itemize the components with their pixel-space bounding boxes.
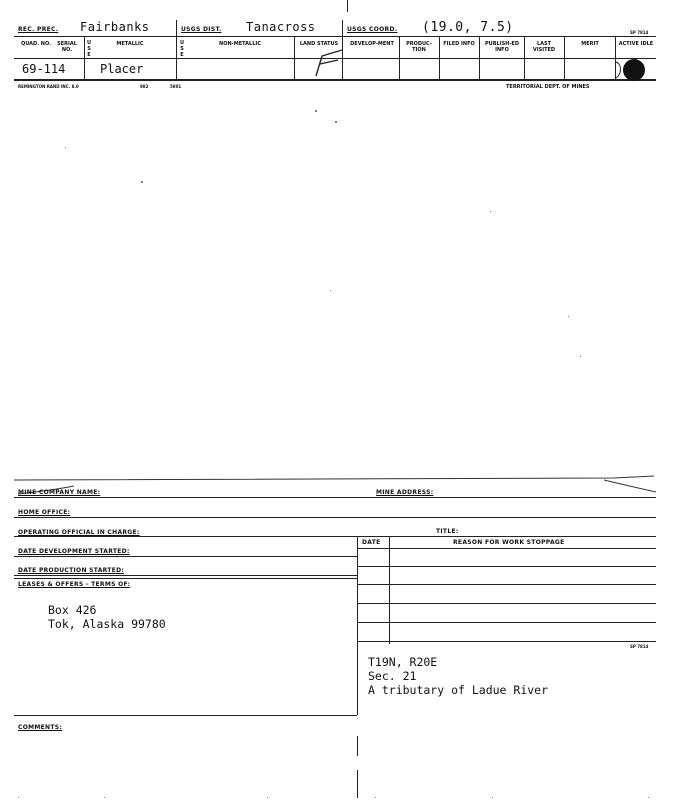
col-merit: MERIT <box>581 41 599 47</box>
form-code-top: SP 7814 <box>630 30 649 35</box>
table-rule <box>357 584 656 585</box>
speck <box>330 290 331 291</box>
metallic-value: Placer <box>100 62 144 76</box>
speck <box>104 797 105 798</box>
divider <box>564 37 565 79</box>
divider <box>357 770 358 798</box>
comments-label: COMMENTS: <box>18 724 63 731</box>
divider <box>294 37 295 79</box>
address-line-1: Box 426 <box>48 603 97 617</box>
rec-prec-label: REC. PREC. <box>18 26 59 33</box>
divider <box>176 20 177 79</box>
location-line-3: A tributary of Ladue River <box>368 683 549 697</box>
printer-imprint: REMINGTON RAND INC. 8.0 <box>18 84 79 89</box>
usgs-coord-value: (19.0, 7.5) <box>422 20 514 35</box>
active-indicator-dot <box>608 58 648 84</box>
col-published-info: PUBLISH-ED INFO <box>484 41 519 53</box>
col-use-left: U S E <box>86 40 92 58</box>
speck <box>267 797 268 798</box>
rule <box>14 556 357 557</box>
divider <box>357 736 358 756</box>
print-code-1: 982 <box>140 84 149 89</box>
reason-col-header: REASON FOR WORK STOPPAGE <box>453 539 565 546</box>
torn-edge-rule <box>14 472 659 498</box>
title-label: TITLE: <box>436 528 459 535</box>
divider <box>439 37 440 79</box>
rule <box>14 575 357 576</box>
divider <box>84 37 85 79</box>
table-rule <box>357 566 656 567</box>
date-column-divider <box>389 536 390 644</box>
speck <box>65 147 66 148</box>
divider <box>479 37 480 79</box>
rule <box>14 536 656 537</box>
col-development: DEVELOP-MENT <box>350 41 394 47</box>
col-land-status: LAND STATUS <box>299 41 339 47</box>
home-office-label: HOME OFFICE: <box>18 509 71 516</box>
speck <box>335 121 337 123</box>
mine-address-label: MINE ADDRESS: <box>376 489 434 496</box>
col-production: PRODUC-TION <box>406 41 432 53</box>
col-active-idle: ACTIVE IDLE <box>618 41 654 47</box>
date-col-header: DATE <box>362 539 381 546</box>
table-rule <box>357 548 656 549</box>
col-last-visited: LAST VISITED <box>532 41 556 53</box>
col-metallic: METALLIC <box>116 41 144 47</box>
land-status-checkmark <box>310 46 350 80</box>
leases-label: LEASES & OFFERS - TERMS OF: <box>18 581 131 588</box>
divider <box>357 644 358 715</box>
divider <box>399 37 400 79</box>
rule <box>14 715 357 716</box>
date-development-label: DATE DEVELOPMENT STARTED: <box>18 548 130 555</box>
speck <box>492 797 493 798</box>
quad-serial-value: 69-114 <box>22 62 66 76</box>
punch-mark <box>347 0 348 12</box>
speck <box>490 211 491 212</box>
col-use-right: U S E <box>179 40 185 58</box>
top-rule <box>14 36 656 37</box>
speck <box>568 316 569 317</box>
rule <box>14 578 357 579</box>
table-rule <box>357 603 656 604</box>
print-code-2: 5801 <box>170 84 182 89</box>
col-non-metallic: NON-METALLIC <box>219 41 261 47</box>
table-left-border <box>357 536 358 644</box>
speck <box>18 797 19 798</box>
date-production-label: DATE PRODUCTION STARTED: <box>18 567 125 574</box>
usgs-dist-label: USGS DIST. <box>181 26 222 33</box>
col-filed-info: FILED INFO <box>443 41 475 47</box>
col-serial-no: SERIAL NO. <box>57 41 77 53</box>
rec-prec-value: Fairbanks <box>80 20 150 34</box>
address-line-2: Tok, Alaska 99780 <box>48 617 166 631</box>
speck <box>648 797 649 798</box>
form-code-bottom: SP 7814 <box>630 644 649 649</box>
speck <box>375 797 376 798</box>
speck <box>580 356 581 357</box>
operating-official-label: OPERATING OFFICIAL IN CHARGE: <box>18 529 140 536</box>
rule <box>14 497 656 498</box>
table-rule <box>357 641 656 642</box>
speck <box>315 110 317 112</box>
table-rule <box>357 622 656 623</box>
usgs-dist-value: Tanacross <box>246 20 316 34</box>
rule <box>14 517 656 518</box>
speck <box>141 181 143 183</box>
mine-company-label: MINE COMPANY NAME: <box>18 489 101 496</box>
usgs-coord-label: USGS COORD. <box>347 26 398 33</box>
col-quad-no: QUAD. NO. <box>20 41 52 47</box>
location-line-2: Sec. 21 <box>368 669 417 683</box>
department-imprint: TERRITORIAL DEPT. OF MINES <box>506 84 590 90</box>
divider <box>524 37 525 79</box>
location-line-1: T19N, R20E <box>368 655 438 669</box>
